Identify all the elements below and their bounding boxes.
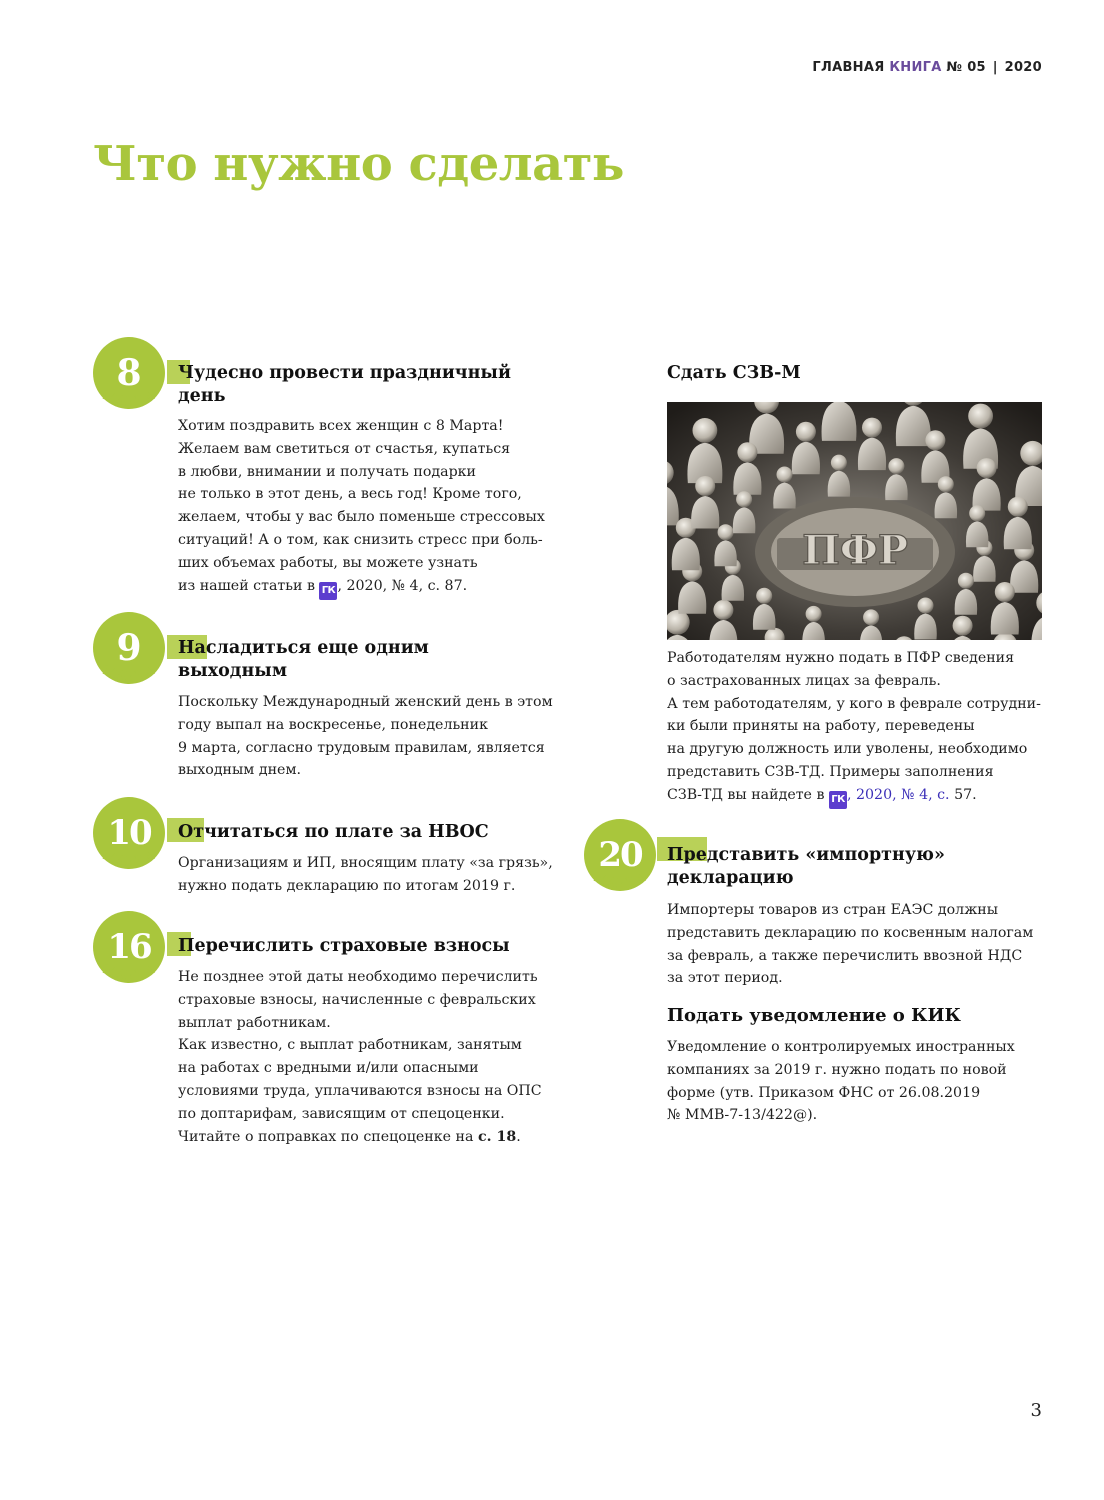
section-body: Работодателям нужно подать в ПФР сведения о застрахованных лицах за февраль. А тем работодателям, у кого в феврале сотрудни- ки были приняты на работу, переведены на другую должность или уволены, необходимо представить СЗВ-ТД. Примеры заполнения СЗВ-ТД вы найдете в ГК , 2020, № 4, с. 57. xyxy=(667,647,1041,809)
month-label xyxy=(582,859,658,899)
date-number: 8 xyxy=(116,352,142,394)
pfr-symbol: ПФР xyxy=(802,527,908,574)
item-body: Хотим поздравить всех женщин с 8 Марта! Желаем вам светиться от счастья, купаться в любви, внимании и получать подарки не только в этот день, а весь год! Кроме того, желаем, чтобы у вас было поменьше стрессовых ситуаций! А о том, как снизить стресс при боль- ших объемах работы, вы можете узнать из нашей статьи в ГК , 2020, № 4, с. 87. xyxy=(178,415,545,600)
item-heading: Чудесно провести праздничный день xyxy=(178,363,511,406)
date-number: 9 xyxy=(116,627,142,669)
item-heading: Перечислить страховые взносы xyxy=(178,936,510,956)
date-number: 16 xyxy=(107,927,151,967)
month-label xyxy=(91,377,167,417)
item-body: Не позднее этой даты необходимо перечислить страховые взносы, начисленные с февральских выплат работникам. Как известно, с выплат работникам, занятым на работах с вредными и/или опасными условиями труда, уплачиваются взносы на ОПС по доптарифам, зависящим от спецоценки. Читайте о поправках по спецоценке на с. 18. xyxy=(178,966,542,1148)
masthead-year: 2020 xyxy=(1004,60,1042,75)
gk-logo-icon[interactable]: ГК xyxy=(319,582,337,600)
month-label xyxy=(91,837,167,877)
month-label xyxy=(91,951,167,991)
svg-text:МАРТА: МАРТА xyxy=(100,387,158,409)
item-body: Импортеры товаров из стран ЕАЭС должны представить декларацию по косвенным налогам за февраль, а также перечислить ввозной НДС за этот период. xyxy=(667,902,1034,987)
pfr-crowd-photo xyxy=(667,402,1042,640)
svg-text:МАРТА: МАРТА xyxy=(100,961,158,983)
section-body: Уведомление о контролируемых иностранных компаниях за 2019 г. нужно подать по новой форме (утв. Приказом ФНС от 26.08.2019 № ММВ-7-13/422@). xyxy=(667,1039,1015,1124)
item-heading: Насладиться еще одним выходным xyxy=(178,638,429,681)
masthead-brand-accent: КНИГА xyxy=(889,60,942,75)
date-badge xyxy=(93,612,165,688)
section-heading: Подать уведомление о КИК xyxy=(667,1005,961,1026)
article-reference: СЗВ-ТД вы найдете в ГК , 2020, № 4, с. 57. xyxy=(667,784,1041,809)
date-number: 20 xyxy=(598,835,642,875)
item-body: Организациям и ИП, вносящим плату «за грязь», нужно подать декларацию по итогам 2019 г. xyxy=(178,855,553,894)
item-body: Поскольку Международный женский день в этом году выпал на воскресенье, понедельник 9 марта, согласно трудовым правилам, является выходным днем. xyxy=(178,694,553,779)
month-label xyxy=(91,652,167,692)
masthead-separator: | xyxy=(992,60,998,75)
gk-logo-icon[interactable]: ГК xyxy=(829,791,847,809)
pfr-crowd-illustration xyxy=(667,402,1042,640)
masthead-brand: ГЛАВНАЯ xyxy=(812,60,885,75)
date-badge xyxy=(584,819,656,895)
masthead xyxy=(812,60,1042,75)
svg-text:МАРТА: МАРТА xyxy=(591,869,649,891)
page-title: Что нужно сделать xyxy=(93,136,625,192)
svg-text:МАРТА: МАРТА xyxy=(100,662,158,684)
date-badge xyxy=(93,911,165,987)
date-badge xyxy=(93,337,165,413)
page-reference: Читайте о поправках по спецоценке на с. 18. xyxy=(178,1128,521,1145)
svg-text:МАРТА: МАРТА xyxy=(100,847,158,869)
page-number: 3 xyxy=(1030,1400,1042,1421)
item-heading: Представить «импортную» декларацию xyxy=(667,845,945,888)
section-heading: Сдать СЗВ-М xyxy=(667,363,801,383)
article-link[interactable]: , 2020, № 4, с. xyxy=(846,786,950,803)
date-number: 10 xyxy=(107,813,151,853)
item-heading: Отчитаться по плате за НВОС xyxy=(178,822,489,842)
article-reference: из нашей статьи в ГК , 2020, № 4, с. 87. xyxy=(178,575,545,600)
date-badge xyxy=(93,797,165,873)
masthead-issue: № 05 xyxy=(946,60,986,75)
